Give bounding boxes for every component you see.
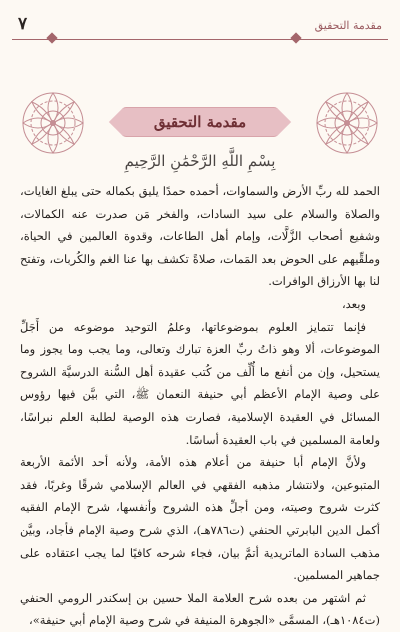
chapter-title-cartouche <box>122 108 278 136</box>
header-diamond-ornament <box>46 32 57 43</box>
paragraph: وبعد، <box>341 296 366 311</box>
floral-rosette-icon <box>18 88 88 158</box>
paragraph: ولأنَّ الإمام أبا حنيفة من أعلام هذه الأمة، ولأنه أحد الأئمة الأربعة المتبوعين، ولانتشار مذهبه الفقهي في العالم الإسلامي شرقًا وغربًا، فقد كثرت شروح وصيته، ومن أجلِّ هذه الشروح وأنفسها، شرح الإمام الفقيه أكمل الدين البابرتي الحنفي (ت٧٨٦هـ)، الذي شرح وصية الإمام فأجاد، وبيَّن مذهب السادة الماتريدية أتمَّ بيان، فجاء شرحه كافيًا لما يجب اعتقاده على جماهير المسلمين. <box>20 455 381 583</box>
body-text <box>20 180 380 632</box>
header-diamond-ornament <box>290 32 301 43</box>
header-rule <box>12 39 388 41</box>
paragraph: ثم اشتهر من بعده شرح العلامة الملا حسين بن إسكندر الرومي الحنفي (ت١٠٨٤هـ)، المسمَّى «الجوهرة المنيفة في شرح وصية الإمام أبي حنيفة»، <box>20 590 380 628</box>
running-header <box>12 12 388 40</box>
basmala: بِسْمِ اللَّهِ الرَّحْمَٰنِ الرَّحِيمِ <box>124 152 276 170</box>
paragraph: فإنما تتمايز العلوم بموضوعاتها، وعلمُ التوحيد موضوعه من أَجَلِّ الموضوعات، ألا وهو ذاتُ ربِّ العزة تبارك وتعالى، وما يجب وما يجوز وما يستحيل، وإن من أنفع ما أُلِّف من كُتب عقيدة أهل السُّنة الدرسيَّة الشروح على وصية الإمام الأعظم أبي حنيفة النعمان ﷺ، التي بيَّن فيها رؤوس المسائل في العقيدة الإسلامية، فصارت هذه الوصية لطلبة العلم نبراسًا، ولعامة المسلمين في باب العقيدة أساسًا. <box>20 319 380 447</box>
chapter-title: مقدمة التحقيق <box>153 113 247 131</box>
running-header-title: مقدمة التحقيق <box>314 19 382 32</box>
floral-rosette-icon <box>312 88 382 158</box>
chapter-title-band <box>18 88 382 158</box>
paragraph: الحمد لله ربِّ الأرض والسماوات، أحمده حمدًا يليق بكماله حتى يبلغ الغايات، والصلاة والسلام على سيد السادات، والفخر مَن صدرت عنه الكمالات، وشفيع أصحاب الزَّلَّات، وإمام أهل الطاعات، وقدوة العالمين في الحياة، وملقِّيهم على الحوض بعد المَمات، صلاةً تكشف بها عنا الغم والكُربات، وتفتح لنا بها الأرزاق الوافرات. <box>20 184 380 289</box>
page-number: ٧ <box>18 14 28 34</box>
